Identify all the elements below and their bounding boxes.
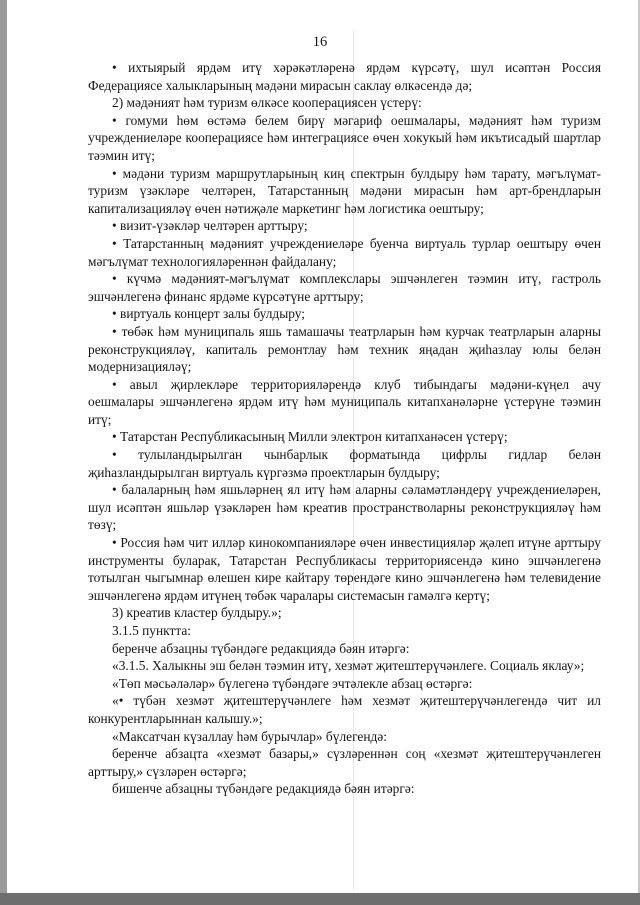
paragraph-rural-clubs: • авыл җирлекләре территорияләрендә клуб тибындагы мәдәни-күңел ачу оешмалары эшчәнлегенә ярдәм итү һәм муниципаль китапханәләрне үстерүне тәэмин итү; (88, 376, 601, 427)
scan-edge-bottom (0, 893, 640, 905)
paragraph-youth-theatres: • төбәк һәм муниципаль яшь тамашачы театрларын һәм курчак театрларын аларны реконструкцияләү, капиталь ремонтлау һәм техник яңадан җиһазлау юлы белән модернизацияләү; (88, 323, 601, 375)
paragraph-virtual-concert-hall: • виртуаль концерт залы булдыру; (112, 306, 305, 322)
paragraph-mobile-complexes: • күчмә мәдәният-мәгълүмат комплекслары эшчәнлеген тәэмин итү, гастроль эшчәнлегенә финанс ярдәме күрсәтүне арттыру; (88, 271, 601, 304)
page-number: 16 (312, 34, 328, 50)
paragraph-film-industry: • Россия һәм чит илләр кинокомпанияләре өчен инвестицияләр җәлеп итүне арттыру инструменты буларак, Татарстан Республикасы территориясендә кино эшчәнлегенә тотылган чыгымнар өлешен кире кайтару төрендәге кино эшчәнлегенә һәм телевидение эшчәнлегенә ярдәм итүнең төбәк чаралары системасын гамәлгә кертү; (88, 535, 601, 603)
paragraph-employment-title: «3.1.5. Халыкны эш белән тәэмин итү, хезмәт җитештерүчәнлеге. Социаль яклау»; (112, 658, 585, 674)
paragraph-labor-market: беренче абзацта «хезмәт базары,» сүзләреннән соң «хезмәт җитештерүчәнлеген арттыру,» сүзләрен өстәргә; (88, 746, 601, 779)
paragraph-point-315: 3.1.5 пунктта: (112, 623, 192, 638)
scan-edge-left (0, 0, 7, 905)
paragraph-main-issues: «Төп мәсьәләләр» бүлегенә түбәндәге эчтәлекле абзац өстәргә: (112, 675, 473, 691)
paragraph-heritage-volunteer: • ихтыярый ярдәм итү хәрәкәтләренә ярдәм күрсәтү, шул исәптән Россия Федерациясе халыкларының мәдәни мирасын саклау өлкәсендә дә; (88, 60, 601, 93)
paragraph-national-library: • Татарстан Республикасының Милли электрон китапханәсен үстерү; (112, 429, 508, 445)
paragraph-youth-centers: • балаларның һәм яшьләрнең ял итү һәм аларны сәламәтләндерү учреждениеләрен, шул исәптән яшьләр үзәкләрен һәм креатив пространстволарны реконструкцияләү һәм төзү; (88, 482, 601, 533)
paragraph-visit-centers: • визит-үзәкләр челтәрен арттыру; (112, 218, 308, 234)
paragraph-culture-tourism-cooperation: 2) мәдәният һәм туризм өлкәсе кооперациясен үстерү: (112, 95, 422, 111)
paragraph-legal-economic-conditions: • гомуми һөм өстәмә белем бирү мәгариф оешмалары, мәдәният һәм туризм учреждениеләре кооперациясе һәм интеграциясе өчен хокукый һәм икътисадый шартлар тәэмин итү; (88, 112, 601, 163)
paragraph-augmented-reality: • тулыландырылган чынбарлык форматында цифрлы гидлар белән җиһазландырылган виртуаль күргәзмә проектларын булдыру; (88, 447, 601, 480)
paragraph-fifth-abzac: бишенче абзацны түбәндәге редакциядә бәян итәргә: (112, 781, 415, 797)
paragraph-tourism-routes: • мәдәни туризм маршрутларының киң спектрын булдыру һәм тарату, мәгълүмат-туризм үзәкләре челтәрен, Татарстанның мәдәни мирасын һәм арт-брендларын капитализацияләү өчен нәтиҗәле маркетинг һәм логистика оештыру; (88, 165, 601, 216)
paragraph-creative-cluster: 3) креатив кластер булдыру.»; (112, 605, 282, 621)
paragraph-target-vision: «Максатчан күзаллау һәм бурычлар» бүлегендә: (112, 728, 387, 744)
paragraph-low-productivity: «• түбән хезмәт җитештерүчәнлеге һәм хезмәт җитештерүчәнлегендә чит ил конкурентларыннан калышу.»; (88, 693, 601, 726)
document-body (88, 59, 601, 798)
paragraph-first-abzac: беренче абзацны түбәндәге редакциядә бәян итәргә: (112, 640, 410, 656)
paragraph-virtual-tours: • Татарстанның мәдәният учреждениеләре буенча виртуаль турлар оештыру өчен мәгълүмат технологияләреннән файдалану; (88, 235, 601, 269)
